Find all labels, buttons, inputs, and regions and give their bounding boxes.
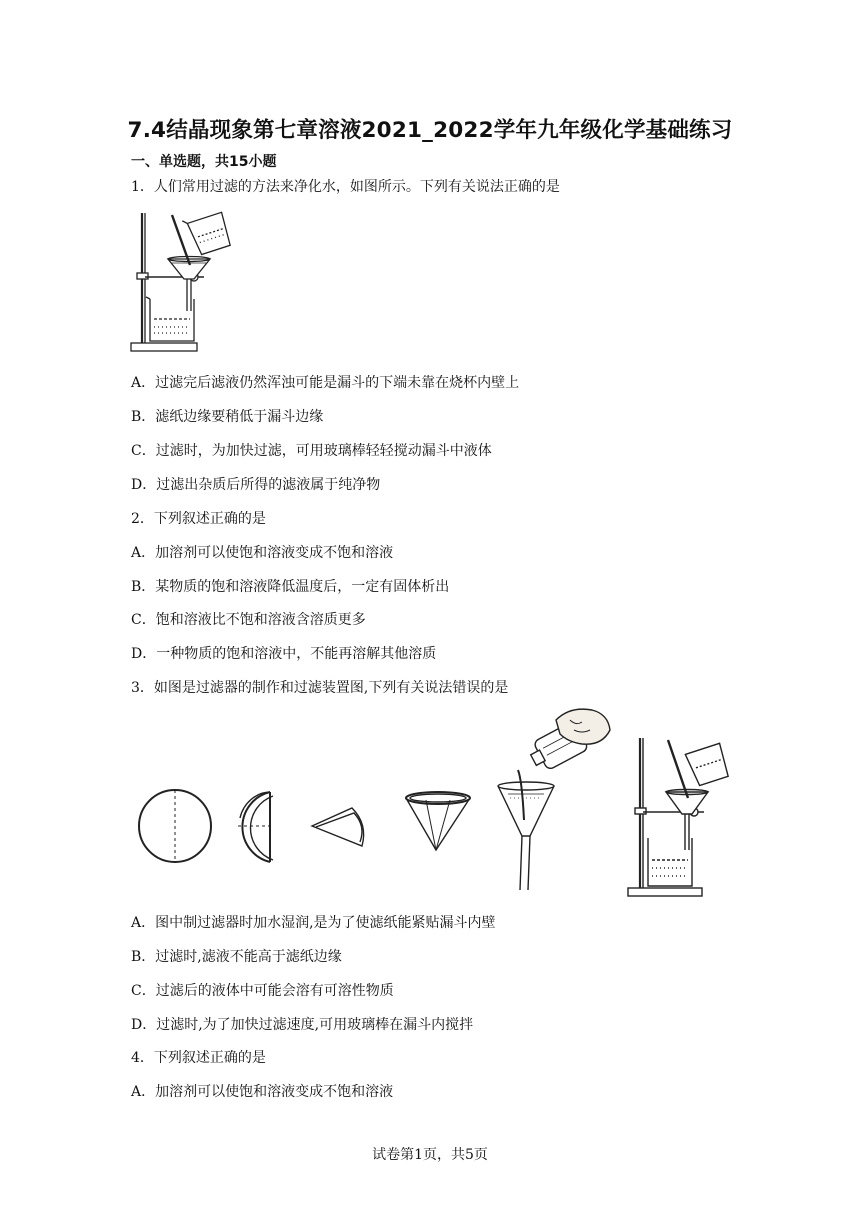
funnel-with-hand-pouring xyxy=(498,709,610,890)
filter-paper-quarter xyxy=(312,808,364,846)
section-heading: 一、单选题，共15小题 xyxy=(131,154,277,170)
filter-paper-cone xyxy=(406,792,470,850)
q1-stem: 1．人们常用过滤的方法来净化水，如图所示。下列有关说法正确的是 xyxy=(131,179,560,195)
q3-option-c: C．过滤后的液体中可能会溶有可溶性物质 xyxy=(131,983,394,999)
q2-option-b: B．某物质的饱和溶液降低温度后，一定有固体析出 xyxy=(131,579,450,595)
q1-option-b: B．滤纸边缘要稍低于漏斗边缘 xyxy=(131,409,324,425)
q1-option-c: C．过滤时，为加快过滤，可用玻璃棒轻轻搅动漏斗中液体 xyxy=(131,443,492,459)
q3-option-d: D．过滤时,为了加快过滤速度,可用玻璃棒在漏斗内搅拌 xyxy=(131,1017,474,1033)
q3-option-a: A．图中制过滤器时加水湿润,是为了使滤纸能紧贴漏斗内壁 xyxy=(131,915,496,931)
q4-option-a: A．加溶剂可以使饱和溶液变成不饱和溶液 xyxy=(131,1084,394,1100)
q3-option-b: B．过滤时,滤液不能高于滤纸边缘 xyxy=(131,949,342,965)
q2-stem: 2．下列叙述正确的是 xyxy=(131,511,266,527)
q4-stem: 4．下列叙述正确的是 xyxy=(131,1050,266,1066)
filter-making-figure xyxy=(130,700,730,906)
q3-stem: 3．如图是过滤器的制作和过滤装置图,下列有关说法错误的是 xyxy=(131,680,509,696)
filtration-apparatus-figure-2 xyxy=(628,738,730,896)
q1-option-d: D．过滤出杂质后所得的滤液属于纯净物 xyxy=(131,477,381,493)
q1-option-a: A．过滤完后滤液仍然浑浊可能是漏斗的下端未靠在烧杯内壁上 xyxy=(131,375,520,391)
q2-option-c: C．饱和溶液比不饱和溶液含溶质更多 xyxy=(131,612,366,628)
q2-option-d: D．一种物质的饱和溶液中，不能再溶解其他溶质 xyxy=(131,646,437,662)
filtration-apparatus-figure-1 xyxy=(126,207,238,359)
filter-paper-half xyxy=(238,792,273,862)
q2-option-a: A．加溶剂可以使饱和溶液变成不饱和溶液 xyxy=(131,545,394,561)
page-title: 7.4结晶现象第七章溶液2021_2022学年九年级化学基础练习 xyxy=(127,118,733,143)
page-footer: 试卷第1页，共5页 xyxy=(372,1147,488,1163)
filter-paper-circle xyxy=(139,790,211,862)
